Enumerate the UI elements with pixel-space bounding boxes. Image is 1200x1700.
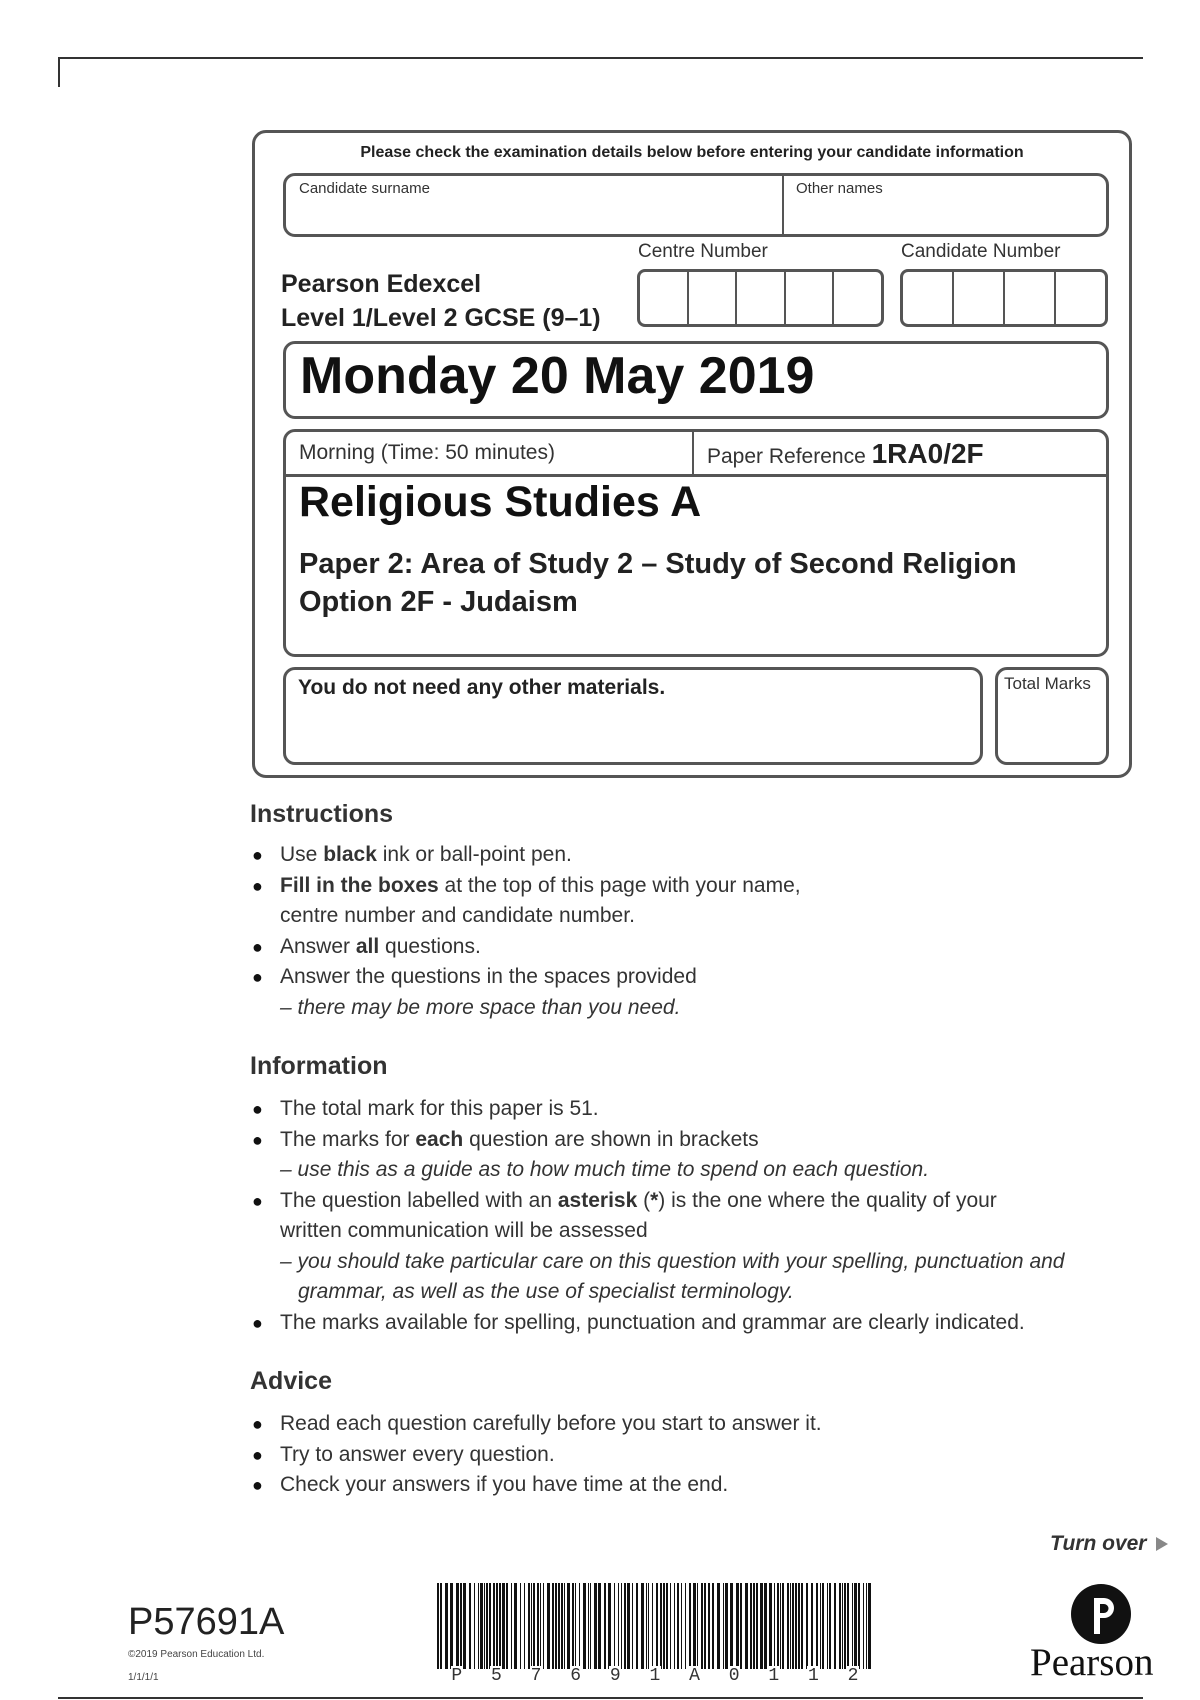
paper-code: P57691A (128, 1601, 285, 1643)
crop-mark-bottom (58, 1697, 1143, 1699)
list-item: ● Check your answers if you have time at the end. (250, 1470, 822, 1501)
advice-heading: Advice (250, 1367, 332, 1395)
copyright-notice: ©2019 Pearson Education Ltd. (128, 1649, 265, 1660)
candidate-number-label: Candidate Number (901, 241, 1061, 262)
barcode-digit: 1 (808, 1666, 819, 1686)
list-item: ● Use black ink or ball-point pen. (250, 840, 801, 871)
exam-board (281, 267, 601, 335)
barcode-digit: 1 (768, 1666, 780, 1686)
digit-box[interactable] (640, 272, 687, 324)
crop-mark-left (58, 57, 60, 87)
digit-box[interactable] (903, 272, 952, 324)
play-arrow-icon (1156, 1537, 1168, 1551)
list-item: ● Answer the questions in the spaces provided – there may be more space than you need. (250, 962, 801, 1023)
instructions-heading: Instructions (250, 800, 394, 828)
barcode-digit: 5 (491, 1666, 502, 1686)
barcode-digit: 7 (530, 1666, 542, 1686)
exam-date-box (283, 341, 1109, 419)
total-marks-label: Total Marks (1004, 674, 1091, 693)
session-divider (692, 432, 694, 474)
exam-date: Monday 20 May 2019 (300, 347, 815, 405)
list-item: ● Answer all questions. (250, 932, 801, 963)
barcode-digit: 9 (609, 1666, 621, 1686)
publisher-name: Pearson (1030, 1641, 1154, 1684)
barcode-digit: 2 (847, 1666, 859, 1686)
list-item: ● Read each question carefully before you start to answer it. (250, 1409, 822, 1440)
digit-box[interactable] (1003, 272, 1054, 324)
barcode-digit: A (689, 1666, 700, 1686)
pearson-logo-icon (1070, 1583, 1132, 1645)
name-divider (782, 176, 784, 234)
session-row (286, 432, 1106, 477)
digit-box[interactable] (1054, 272, 1105, 324)
digit-box[interactable] (735, 272, 784, 324)
information-heading: Information (250, 1052, 388, 1080)
crop-mark-top (58, 57, 1143, 59)
paper-details-box (283, 429, 1109, 657)
centre-number-label: Centre Number (638, 241, 768, 262)
candidate-surname-label: Candidate surname (299, 180, 430, 197)
paper-reference-label: Paper Reference (707, 445, 866, 468)
turn-over: Turn over (1050, 1532, 1168, 1556)
paper-option-line: Option 2F - Judaism (299, 586, 578, 618)
digit-box[interactable] (784, 272, 833, 324)
check-details-note: Please check the examination details below before entering your candidate information (360, 144, 1024, 161)
information-list (250, 1094, 1065, 1338)
print-code: 1/1/1/1 (128, 1672, 159, 1683)
digit-box[interactable] (952, 272, 1003, 324)
qualification-level: Level 1/Level 2 GCSE (9–1) (281, 304, 601, 332)
other-names-label: Other names (796, 180, 883, 197)
barcode-digit: P (451, 1666, 463, 1686)
total-marks-box (995, 667, 1109, 765)
paper-reference (707, 438, 984, 470)
list-item: ● The total mark for this paper is 51. (250, 1094, 1065, 1125)
list-item: ● The marks for each question are shown in brackets – use this as a guide as to how much time to spend on each question. (250, 1125, 1065, 1186)
paper-reference-code: 1RA0/2F (871, 438, 984, 469)
barcode-digit: 0 (728, 1666, 740, 1686)
subject-title: Religious Studies A (299, 478, 702, 526)
list-item: ● Fill in the boxes at the top of this page with your name, centre number and candidate number. (250, 871, 801, 932)
digit-box[interactable] (687, 272, 736, 324)
board-name: Pearson Edexcel (281, 270, 482, 298)
list-item: ● Try to answer every question. (250, 1440, 822, 1471)
barcode-number (437, 1666, 873, 1686)
instructions-list (250, 840, 801, 1023)
candidate-details-panel (252, 130, 1132, 778)
candidate-number-boxes[interactable] (900, 269, 1108, 327)
list-item: ● The marks available for spelling, punctuation and grammar are clearly indicated. (250, 1308, 1065, 1339)
session-time: Morning (Time: 50 minutes) (299, 441, 555, 464)
digit-box[interactable] (832, 272, 881, 324)
materials-box (283, 667, 983, 765)
paper-title-line: Paper 2: Area of Study 2 – Study of Second Religion (299, 548, 1017, 580)
candidate-name-fields (283, 173, 1109, 237)
barcode-digit: 6 (570, 1666, 582, 1686)
list-item: ● The question labelled with an asterisk (*) is the one where the quality of your written communication will be assessed – you should take particular care on this question with your spelling, punctuation and grammar, as well as the use of specialist terminology. (250, 1186, 1065, 1308)
advice-list (250, 1409, 822, 1501)
barcode-icon (437, 1583, 873, 1669)
paper-title (299, 545, 1017, 621)
materials-note: You do not need any other materials. (298, 676, 666, 699)
barcode-digit: 1 (649, 1666, 661, 1686)
centre-number-boxes[interactable] (637, 269, 884, 327)
